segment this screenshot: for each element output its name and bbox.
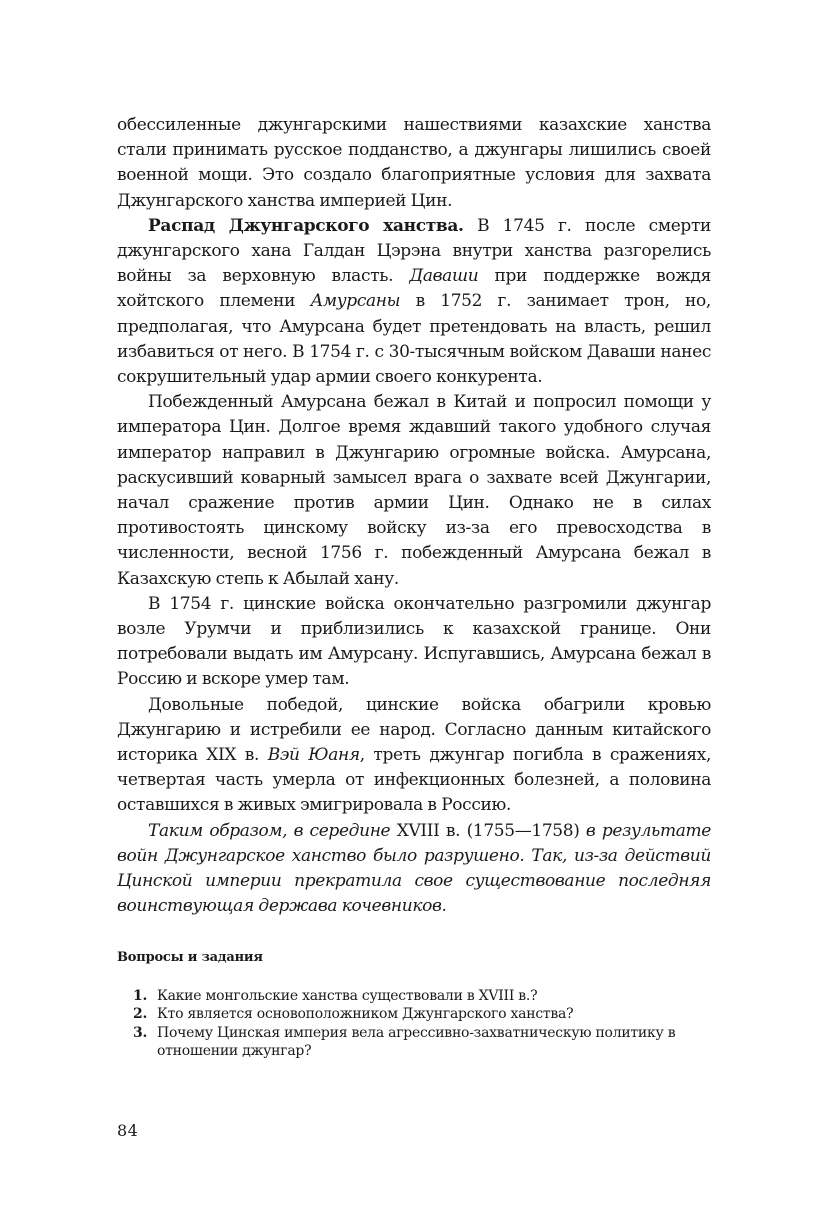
person-name-wei-yuan: Вэй Юаня [267, 745, 360, 766]
page-number: 84 [117, 1121, 139, 1140]
person-name-davashi: Даваши [409, 266, 479, 287]
paragraph-text: , треть джунгар погибла в сражениях, четвертая часть умерла от инфекционных болезней, а половина оставшихся в живых эмигрировала в Россию. [117, 745, 711, 816]
paragraph-text: Довольные победой, цинские войска обагрили кровью Джунгарию и истребили ее народ. Согласно данным китайского историка XIX в. [117, 694, 711, 766]
body-text [117, 113, 711, 920]
question-item [117, 987, 711, 1006]
questions-list [117, 987, 711, 1061]
paragraph [117, 693, 711, 819]
paragraph [117, 390, 711, 592]
question-text: Какие монгольские ханства существовали в XVIII в.? [157, 987, 538, 1004]
paragraph-text: в 1752 г. занимает трон, но, предполагая, что Амурсана будет претендовать на власть, решил избавиться от него. В 1754 г. с 30-тысячным войском Даваши нанес сокрушительный удар армии своего конкурента. [117, 291, 711, 388]
question-number: 1. [133, 987, 148, 1004]
section-heading: Распад Джунгарского ханства. [148, 215, 464, 236]
paragraph-text: В 1754 г. цинские войска окончательно разгромили джунгар возле Урумчи и приблизились к казахской границе. Они потребовали выдать им Амурсану. Испугавшись, Амурсана бежал в Россию и вскоре умер там. [117, 593, 711, 690]
century-dates: XVIII в. (1755—1758) [396, 820, 580, 841]
paragraph-text: при поддержке вождя хойтского племени [117, 266, 711, 312]
paragraph [117, 592, 711, 693]
questions-title: Вопросы и задания [117, 949, 263, 965]
paragraph-text: Побежденный Амурсана бежал в Китай и попросил помощи у императора Цин. Долгое время ждавший такого удобного случая император направил в Джунгарию огромные войска. Амурсана, раскусивший коварный замысел врага о захвате всей Джунгарии, начал сражение против армии Цин. Однако не в силах противостоять цинскому войску из-за его превосходства в численности, весной 1756 г. побежденный Амурсана бежал в Казахскую степь к Абылай хану. [117, 392, 711, 589]
question-item [117, 1024, 711, 1061]
question-text: Почему Цинская империя вела агрессивно-захватническую политику в отношении джунгар? [157, 1024, 676, 1059]
paragraph-text: Таким образом, в середине [148, 820, 397, 841]
paragraph-text: обессиленные джунгарскими нашествиями казахские ханства стали принимать русское подданство, а джунгары лишились своей военной мощи. Это создало благоприятные условия для захвата Джунгарского ханства империей Цин. [117, 115, 711, 211]
paragraph-text: В 1745 г. после смерти джунгарского хана Галдан Цэрэна внутри ханства разгорелись войны за верховную власть. [117, 215, 711, 287]
question-number: 2. [133, 1006, 148, 1022]
question-text: Кто является основоположником Джунгарского ханства? [157, 1006, 574, 1022]
paragraph [117, 113, 711, 214]
paragraph-collapse-of-dzungar-khanate [117, 214, 711, 390]
paragraph-text: в результате войн Джунгарское ханство было разрушено. Так, из-за действий Цинской империи прекратила свое существование последняя воинствующая держава кочевников. [117, 820, 711, 917]
conclusion-paragraph [117, 819, 711, 920]
page-content [117, 113, 711, 1061]
question-number: 3. [133, 1024, 148, 1041]
question-item [117, 1005, 711, 1024]
person-name-amursana: Амурсаны [310, 291, 401, 312]
